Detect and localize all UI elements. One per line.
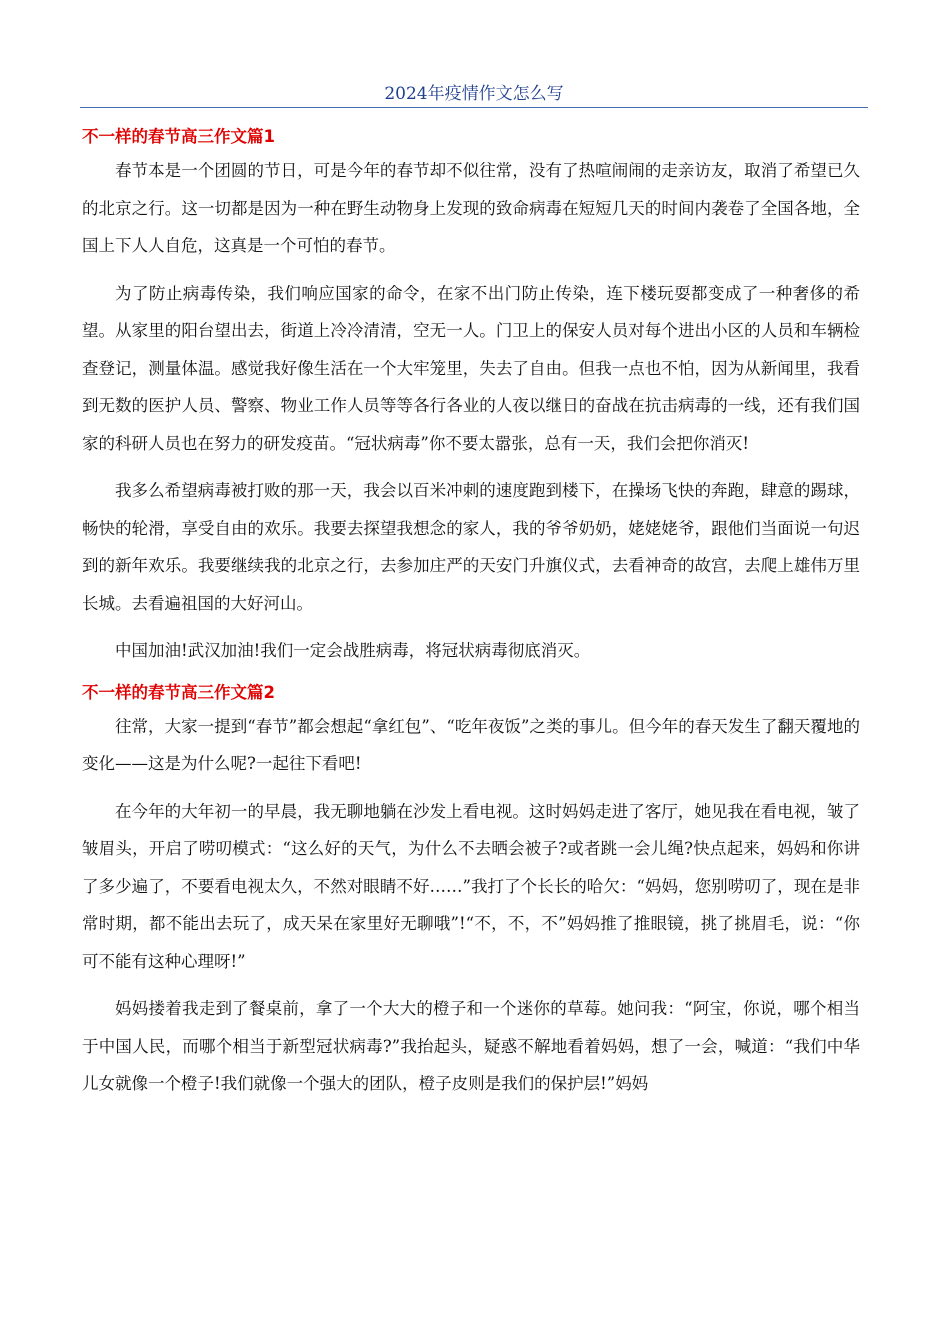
paragraph: 妈妈搂着我走到了餐桌前，拿了一个大大的橙子和一个迷你的草莓。她问我：“阿宝，你说，哪个相当于中国人民，而哪个相当于新型冠状病毒?”我抬起头，疑惑不解地看着妈妈，想了一会，喊道：“我们中华儿女就像一个橙子!我们就像一个强大的团队，橙子皮则是我们的保护层!”妈妈	[82, 999, 860, 1093]
essay-section-2	[82, 680, 860, 1103]
document-body	[82, 124, 860, 1113]
paragraph: 中国加油!武汉加油!我们一定会战胜病毒，将冠状病毒彻底消灭。	[115, 641, 591, 660]
section-heading: 不一样的春节高三作文篇1	[82, 127, 275, 146]
paragraph: 往常，大家一提到“春节”都会想起“拿红包”、“吃年夜饭”之类的事儿。但今年的春天发生了翻天覆地的变化——这是为什么呢?一起往下看吧!	[82, 716, 860, 773]
document-title: 2024年疫情作文怎么写	[384, 84, 564, 104]
header-divider	[80, 107, 868, 108]
paragraph: 我多么希望病毒被打败的那一天，我会以百米冲刺的速度跑到楼下，在操场飞快的奔跑，肆意的踢球，畅快的轮滑，享受自由的欢乐。我要去探望我想念的家人，我的爷爷奶奶，姥姥姥爷，跟他们当面说一句迟到的新年欢乐。我要继续我的北京之行，去参加庄严的天安门升旗仪式，去看神奇的故宫，去爬上雄伟万里长城。去看遍祖国的大好河山。	[82, 481, 860, 613]
paragraph: 春节本是一个团圆的节日，可是今年的春节却不似往常，没有了热喧闹闹的走亲访友，取消了希望已久的北京之行。这一切都是因为一种在野生动物身上发现的致命病毒在短短几天的时间内袭卷了全国各地，全国上下人人自危，这真是一个可怕的春节。	[82, 161, 860, 255]
paragraph: 在今年的大年初一的早晨，我无聊地躺在沙发上看电视。这时妈妈走进了客厅，她见我在看电视，皱了皱眉头，开启了唠叨模式：“这么好的天气，为什么不去晒会被子?或者跳一会儿绳?快点起来，妈妈和你讲了多少遍了，不要看电视太久，不然对眼睛不好……”我打了个长长的哈欠：“妈妈，您别唠叨了，现在是非常时期，都不能出去玩了，成天呆在家里好无聊哦”!“不，不，不”妈妈推了推眼镜，挑了挑眉毛，说：“你可不能有这种心理呀!”	[82, 801, 860, 971]
paragraph: 为了防止病毒传染，我们响应国家的命令，在家不出门防止传染，连下楼玩耍都变成了一种奢侈的希望。从家里的阳台望出去，街道上冷冷清清，空无一人。门卫上的保安人员对每个进出小区的人员和车辆检查登记，测量体温。感觉我好像生活在一个大牢笼里，失去了自由。但我一点也不怕，因为从新闻里，我看到无数的医护人员、警察、物业工作人员等等各行各业的人夜以继日的奋战在抗击病毒的一线，还有我们国家的科研人员也在努力的研发疫苗。“冠状病毒”你不要太嚣张，总有一天，我们会把你消灭!	[82, 283, 860, 453]
essay-section-1	[82, 124, 860, 670]
section-heading: 不一样的春节高三作文篇2	[82, 682, 275, 702]
